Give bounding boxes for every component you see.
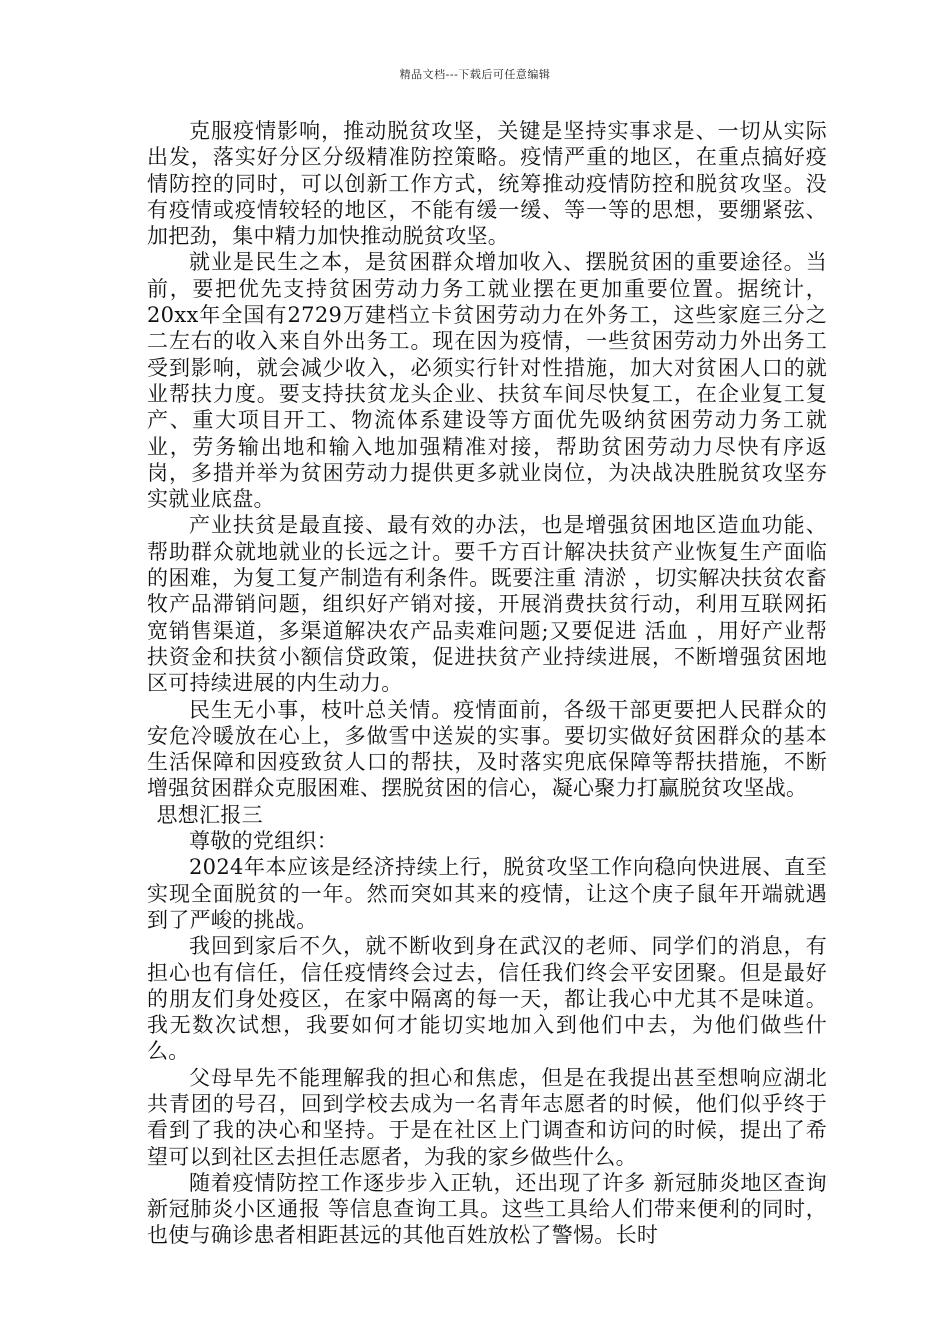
paragraph-parents: 父母早先不能理解我的担心和焦虑，但是在我提出甚至想响应湖北共青团的号召，回到学校去成为一名青年志愿者的时候，他们似乎终于看到了我的决心和坚持。于是在社区上门调查和访问的时候，提出了希望可以到社区去担任志愿者，为我的家乡做些什么。 [147, 1065, 827, 1169]
paragraph-livelihood: 民生无小事，枝叶总关情。疫情面前，各级干部更要把人民群众的安危冷暖放在心上，多做雪中送炭的实事。要切实做好贫困群众的基本生活保障和因疫致贫人口的帮扶，及时落实兜底保障等帮扶措施，不断增强贫困群众克服困难、摆脱贫困的信心，凝心聚力打赢脱贫攻坚战。 [147, 697, 827, 801]
section-title: 思想汇报三 [156, 802, 263, 827]
paragraph-industry-poverty: 产业扶贫是最直接、最有效的办法，也是增强贫困地区造血功能、帮助群众就地就业的长远之计。要千方百计解决扶贫产业恢复生产面临的困难，为复工复产制造有利条件。既要注重 清淤 ，切实解决扶贫农畜牧产品滞销问题，组织好产销对接，开展消费扶贫行动，利用互联网拓宽销售渠道，多渠道解决农产品卖难问题;又要促进 活血 ，用好产业帮扶资金和扶贫小额信贷政策，促进扶贫产业持续进展，不断增强贫困地区可持续进展的内生动力。 [147, 513, 827, 696]
paragraph-tools: 随着疫情防控工作逐步步入正轨，还出现了许多 新冠肺炎地区查询 新冠肺炎小区通报 等信息查询工具。这些工具给人们带来便利的同时，也使与确诊患者相距甚远的其他百姓放松了警惕。长时 [147, 1170, 827, 1248]
page-header: 精品文档---下载后可任意编辑 [399, 68, 551, 81]
paragraph-epidemic-poverty: 克服疫情影响，推动脱贫攻坚，关键是坚持实事求是、一切从实际出发，落实好分区分级精准防控策略。疫情严重的地区，在重点搞好疫情防控的同时，可以创新工作方式，统筹推动疫情防控和脱贫攻坚。没有疫情或疫情较轻的地区，不能有缓一缓、等一等的思想，要绷紧弦、加把劲，集中精力加快推动脱贫攻坚。 [147, 119, 827, 249]
paragraph-2024: 2024年本应该是经济持续上行，脱贫攻坚工作向稳向快进展、直至实现全面脱贫的一年。然而突如其来的疫情，让这个庚子鼠年开端就遇到了严峻的挑战。 [147, 855, 827, 932]
salutation: 尊敬的党组织： [189, 829, 339, 854]
document-body [147, 118, 827, 1249]
paragraph-employment: 就业是民生之本，是贫困群众增加收入、摆脱贫困的重要途径。当前，要把优先支持贫困劳动力务工就业摆在更加重要位置。据统计，20xx年全国有2729万建档立卡贫困劳动力在外务工，这些家庭三分之二左右的收入来自外出务工。现在因为疫情，一些贫困劳动力外出务工受到影响，就会减少收入，必须实行针对性措施，加大对贫困人口的就业帮扶力度。要支持扶贫龙头企业、扶贫车间尽快复工，在企业复工复产、重大项目开工、物流体系建设等方面优先吸纳贫困劳动力务工就业，劳务输出地和输入地加强精准对接，帮助贫困劳动力尽快有序返岗，多措并举为贫困劳动力提供更多就业岗位，为决战决胜脱贫攻坚夯实就业底盘。 [147, 250, 827, 512]
paragraph-home: 我回到家后不久，就不断收到身在武汉的老师、同学们的消息，有担心也有信任，信任疫情终会过去，信任我们终会平安团聚。但是最好的朋友们身处疫区，在家中隔离的每一天，都让我心中尤其不是味道。我无数次试想，我要如何才能切实地加入到他们中去，为他们做些什么。 [147, 934, 827, 1064]
